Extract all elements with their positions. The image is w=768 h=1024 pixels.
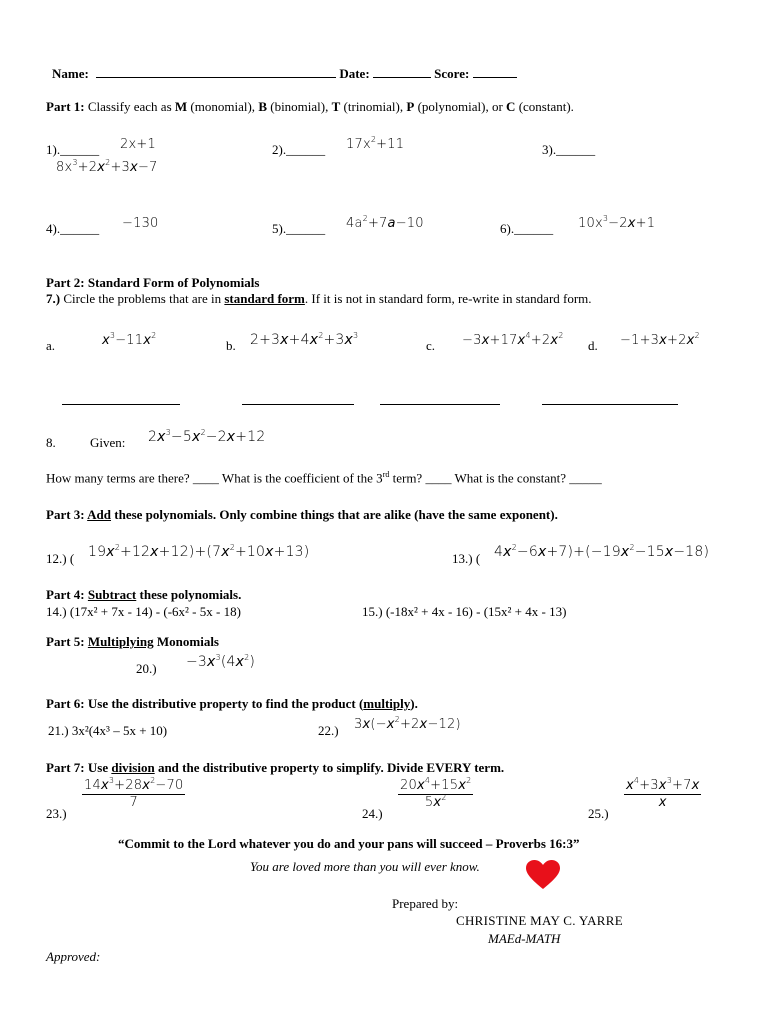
q14: 14.) (17x² + 7x - 14) - (-6x² - 5x - 18) — [46, 604, 241, 619]
verse: “Commit to the Lord whatever you do and your pans will succeed – Proverbs 16:3” — [118, 836, 580, 851]
q7-instructions: 7.) Circle the problems that are in standard form. If it is not in standard form, re-write in standard form. — [46, 291, 592, 306]
q1-expr-a: 2x+1 — [120, 137, 156, 152]
q7b-expr[interactable]: $2+3x+4x^2+3x^3$ — [250, 331, 359, 348]
part3-title: Part 3: Add these polynomials. Only combine things that are alike (have the same exponent). — [46, 507, 558, 522]
part4-title: Part 4: Subtract these polynomials. — [46, 587, 242, 602]
score-blank[interactable] — [473, 77, 517, 78]
part1-instructions: Part 1: Classify each as M (monomial), B (binomial), T (trinomial), P (polynomial), or C (constant). — [46, 99, 574, 114]
q7c-label: c. — [426, 338, 436, 353]
author-degree: MAEd-MATH — [488, 931, 561, 946]
answer-line-d[interactable] — [542, 404, 678, 405]
date-blank[interactable] — [373, 77, 431, 78]
q7d-label: d. — [588, 338, 598, 353]
q25-number: 25.) — [588, 806, 609, 821]
q15: 15.) (-18x² + 4x - 16) - (15x² + 4x - 13) — [362, 604, 567, 619]
q13-expr: $4x^2-6x+7)+(-19x^2-15x-18)$ — [494, 543, 710, 560]
answer-line-a[interactable] — [62, 404, 180, 405]
part2-title: Part 2: Standard Form of Polynomials — [46, 275, 260, 290]
q7a-expr[interactable]: $x^3-11x^2$ — [102, 331, 157, 348]
q8-expr: $2x^3-5x^2-2x+12$ — [148, 428, 266, 445]
q5-expr: $4a^2+7a-10$ — [346, 214, 424, 231]
q13-number: 13.) ( — [452, 551, 481, 566]
part5-title: Part 5: Multiplying Monomials — [46, 634, 219, 649]
q23-expr: $\frac{14x^3+28x^2-70}{7}$ — [84, 776, 184, 810]
q3-number[interactable]: 3).______ — [542, 142, 596, 157]
answer-line-b[interactable] — [242, 404, 354, 405]
q8-questions: How many terms are there? ____ What is the coefficient of the 3rd term? ____ What is the constant? _____ — [46, 470, 602, 486]
heart-icon — [526, 860, 560, 890]
q2-expr: $17x^2+11$ — [346, 135, 405, 152]
q4-expr: −130 — [122, 216, 159, 231]
q2-number[interactable]: 2).______ — [272, 142, 326, 157]
prepared-by: Prepared by: — [392, 896, 459, 911]
q22-number: 22.) — [318, 723, 339, 738]
approved-label: Approved: — [46, 949, 101, 964]
part7-title: Part 7: Use division and the distributive property to simplify. Divide EVERY term. — [46, 760, 505, 775]
q7b-label: b. — [226, 338, 236, 353]
q6-expr: $10x^3-2x+1$ — [578, 214, 656, 231]
author-name: CHRISTINE MAY C. YARRE — [456, 913, 623, 928]
q8-given: Given: — [90, 435, 126, 450]
q1-number[interactable]: 1).______ — [46, 142, 100, 157]
q6-number[interactable]: 6).______ — [500, 221, 554, 236]
q7a-label: a. — [46, 338, 56, 353]
score-label: Score: — [434, 66, 470, 81]
loved-text: You are loved more than you will ever know. — [250, 859, 480, 874]
q24-number: 24.) — [362, 806, 383, 821]
q24-expr: $\frac{20x^4+15x^2}{5x^2}$ — [400, 776, 472, 810]
q20-number: 20.) — [136, 661, 157, 676]
q8-number: 8. — [46, 435, 56, 450]
q20-expr: $-3x^3(4x^2)$ — [186, 653, 256, 670]
q7d-expr[interactable]: $-1+3x+2x^2$ — [620, 331, 700, 348]
answer-line-c[interactable] — [380, 404, 500, 405]
q7c-expr[interactable]: $-3x+17x^4+2x^2$ — [462, 331, 564, 348]
q25-expr: $\frac{x^4+3x^3+7x}{x}$ — [626, 776, 700, 810]
date-label: Date: — [339, 66, 370, 81]
q23-number: 23.) — [46, 806, 67, 821]
q4-number[interactable]: 4).______ — [46, 221, 100, 236]
header-line — [52, 66, 517, 82]
name-label: Name: — [52, 66, 89, 81]
q12-number: 12.) ( — [46, 551, 75, 566]
q21: 21.) 3x²(4x³ – 5x + 10) — [48, 723, 168, 738]
q5-number[interactable]: 5).______ — [272, 221, 326, 236]
q22-expr: $3x(-x^2+2x-12)$ — [354, 715, 461, 732]
q12-expr: $19x^2+12x+12)+(7x^2+10x+13)$ — [88, 543, 310, 560]
name-blank[interactable] — [96, 77, 336, 78]
q1-expr-b: $8x^3+2x^2+3x-7$ — [56, 158, 158, 175]
part6-title: Part 6: Use the distributive property to find the product (multiply). — [46, 696, 418, 711]
